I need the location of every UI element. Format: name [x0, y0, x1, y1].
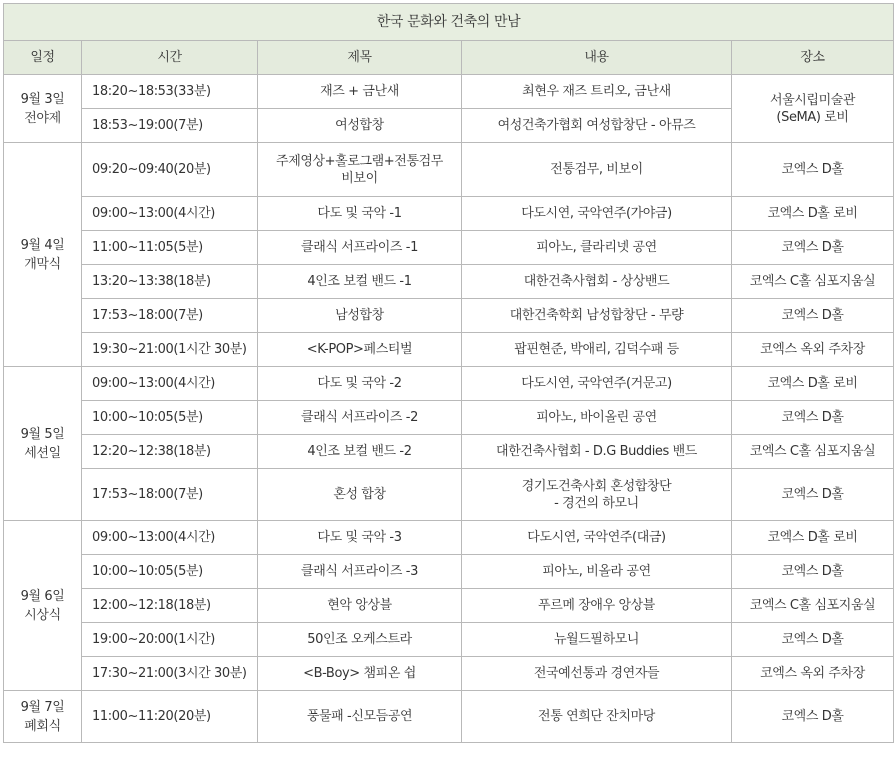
content-cell — [462, 231, 732, 265]
time-cell: 17:30~21:00(3시간 30분) — [82, 657, 258, 691]
table-row — [4, 589, 894, 623]
content-cell — [462, 657, 732, 691]
date-cell — [4, 691, 82, 743]
schedule-body — [4, 75, 894, 743]
time-cell: 09:00~13:00(4시간) — [82, 197, 258, 231]
title-cell-line: 클래식 서프라이즈 -2 — [301, 410, 418, 425]
title-cell — [258, 265, 462, 299]
time-cell: 18:20~18:53(33분) — [82, 75, 258, 109]
title-cell-line: 4인조 보컬 밴드 -1 — [307, 274, 412, 289]
time-cell: 09:20~09:40(20분) — [82, 143, 258, 197]
content-cell — [462, 521, 732, 555]
date-cell-line: 세션일 — [24, 445, 61, 461]
title-cell-line: 비보이 — [341, 170, 378, 186]
content-cell-line: - 경건의 하모니 — [554, 495, 639, 511]
time-cell: 10:00~10:05(5분) — [82, 401, 258, 435]
content-cell-line: 피아노, 바이올린 공연 — [536, 410, 657, 425]
table-row — [4, 143, 894, 197]
content-cell-line: 전통 연희단 잔치마당 — [538, 709, 655, 724]
venue-cell: 코엑스 D홀 — [732, 231, 894, 265]
content-cell-line: 피아노, 클라리넷 공연 — [536, 240, 657, 255]
title-cell-line: 다도 및 국악 -3 — [317, 530, 402, 545]
table-row — [4, 521, 894, 555]
title-cell-line: 다도 및 국악 -1 — [317, 206, 402, 221]
title-cell-line: 클래식 서프라이즈 -3 — [301, 564, 418, 579]
title-cell — [258, 691, 462, 743]
time-cell: 10:00~10:05(5분) — [82, 555, 258, 589]
date-cell-line: 폐회식 — [24, 718, 61, 734]
venue-cell: 코엑스 D홀 — [732, 469, 894, 521]
title-cell — [258, 623, 462, 657]
content-cell-line: 대한건축사협회 - 상상밴드 — [523, 274, 670, 289]
content-cell — [462, 589, 732, 623]
title-cell — [258, 469, 462, 521]
date-cell — [4, 143, 82, 367]
venue-cell-line: 서울시립미술관 — [769, 92, 856, 108]
content-cell-line: 전통검무, 비보이 — [550, 162, 643, 177]
venue-cell: 코엑스 D홀 — [732, 623, 894, 657]
content-cell — [462, 555, 732, 589]
title-cell — [258, 75, 462, 109]
title-cell-line: 50인조 오케스트라 — [307, 632, 412, 647]
title-cell-line: 여성합창 — [335, 118, 384, 133]
date-cell — [4, 75, 82, 143]
venue-cell: 코엑스 D홀 — [732, 143, 894, 197]
title-cell-line: <B-Boy> 챔피온 쉽 — [303, 666, 416, 681]
content-cell-line: 다도시연, 국악연주(대금) — [527, 530, 666, 545]
venue-cell: 코엑스 D홀 — [732, 299, 894, 333]
table-title: 한국 문화와 건축의 만남 — [4, 4, 894, 41]
date-cell — [4, 521, 82, 691]
venue-cell: 코엑스 C홀 심포지움실 — [732, 265, 894, 299]
content-cell-line: 다도시연, 국악연주(거문고) — [521, 376, 672, 391]
content-cell-line: 여성건축가협회 여성합창단 - 아뮤즈 — [497, 118, 696, 133]
venue-cell: 코엑스 D홀 — [732, 555, 894, 589]
time-cell: 09:00~13:00(4시간) — [82, 367, 258, 401]
venue-cell — [732, 75, 894, 143]
time-cell: 09:00~13:00(4시간) — [82, 521, 258, 555]
table-row — [4, 469, 894, 521]
content-cell-line: 경기도건축사회 혼성합창단 — [521, 478, 672, 494]
title-cell-line: 클래식 서프라이즈 -1 — [301, 240, 418, 255]
title-cell-line: 4인조 보컬 밴드 -2 — [307, 444, 412, 459]
time-cell: 18:53~19:00(7분) — [82, 109, 258, 143]
table-row — [4, 623, 894, 657]
title-cell — [258, 333, 462, 367]
table-row — [4, 435, 894, 469]
time-cell: 19:30~21:00(1시간 30분) — [82, 333, 258, 367]
title-cell — [258, 143, 462, 197]
venue-cell: 코엑스 옥외 주차장 — [732, 657, 894, 691]
table-row — [4, 299, 894, 333]
table-row — [4, 691, 894, 743]
title-cell-line: 남성합창 — [335, 308, 384, 323]
content-cell-line: 전국예선통과 경연자들 — [533, 666, 660, 681]
title-cell-line: 다도 및 국악 -2 — [317, 376, 402, 391]
content-cell-line: 대한건축사협회 - D.G Buddies 밴드 — [496, 444, 697, 459]
date-cell-line: 전야제 — [24, 110, 61, 126]
date-cell-line: 9월 6일 — [20, 588, 65, 604]
content-cell — [462, 469, 732, 521]
title-cell — [258, 521, 462, 555]
content-cell-line: 뉴월드필하모니 — [553, 632, 640, 647]
time-cell: 17:53~18:00(7분) — [82, 299, 258, 333]
content-cell — [462, 367, 732, 401]
venue-cell-line: (SeMA) 로비 — [776, 109, 849, 125]
title-cell-line: 풍물패 -신모듬공연 — [306, 709, 413, 724]
title-cell — [258, 555, 462, 589]
date-cell-line: 9월 7일 — [20, 699, 65, 715]
title-cell-line: 현악 앙상블 — [327, 598, 392, 613]
schedule-table — [3, 3, 894, 743]
header-venue: 장소 — [732, 41, 894, 75]
date-cell-line: 시상식 — [24, 607, 61, 623]
time-cell: 17:53~18:00(7분) — [82, 469, 258, 521]
content-cell — [462, 435, 732, 469]
content-cell — [462, 197, 732, 231]
date-cell-line: 9월 3일 — [20, 91, 65, 107]
title-cell-line: 재즈 + 금난새 — [320, 84, 399, 99]
time-cell: 12:00~12:18(18분) — [82, 589, 258, 623]
title-cell — [258, 109, 462, 143]
table-row — [4, 197, 894, 231]
venue-cell: 코엑스 옥외 주차장 — [732, 333, 894, 367]
content-cell-line: 대한건축학회 남성합창단 - 무량 — [509, 308, 684, 323]
time-cell: 13:20~13:38(18분) — [82, 265, 258, 299]
content-cell-line: 피아노, 비올라 공연 — [542, 564, 651, 579]
header-title: 제목 — [258, 41, 462, 75]
table-row — [4, 231, 894, 265]
venue-cell: 코엑스 D홀 — [732, 691, 894, 743]
title-cell — [258, 657, 462, 691]
date-cell-line: 9월 4일 — [20, 237, 65, 253]
table-row — [4, 265, 894, 299]
date-cell-line: 9월 5일 — [20, 426, 65, 442]
table-row — [4, 75, 894, 109]
title-cell — [258, 589, 462, 623]
content-cell — [462, 333, 732, 367]
table-row — [4, 657, 894, 691]
content-cell-line: 다도시연, 국악연주(가야금) — [521, 206, 672, 221]
title-cell — [258, 435, 462, 469]
table-row — [4, 555, 894, 589]
venue-cell: 코엑스 C홀 심포지움실 — [732, 435, 894, 469]
venue-cell: 코엑스 D홀 로비 — [732, 521, 894, 555]
content-cell — [462, 299, 732, 333]
time-cell: 11:00~11:05(5분) — [82, 231, 258, 265]
venue-cell: 코엑스 D홀 로비 — [732, 367, 894, 401]
content-cell — [462, 691, 732, 743]
title-cell-line: <K-POP>페스티벌 — [306, 342, 413, 357]
date-cell-line: 개막식 — [24, 256, 61, 272]
content-cell-line: 최현우 재즈 트리오, 금난새 — [522, 84, 671, 99]
content-cell — [462, 401, 732, 435]
title-cell — [258, 299, 462, 333]
venue-cell: 코엑스 D홀 — [732, 401, 894, 435]
content-cell-line: 푸르메 장애우 앙상블 — [538, 598, 655, 613]
title-cell — [258, 197, 462, 231]
header-date: 일정 — [4, 41, 82, 75]
title-cell-line: 주제영상+홀로그램+전통검무 — [276, 153, 443, 169]
time-cell: 11:00~11:20(20분) — [82, 691, 258, 743]
content-cell — [462, 109, 732, 143]
content-cell — [462, 143, 732, 197]
content-cell — [462, 265, 732, 299]
date-cell — [4, 367, 82, 521]
header-time: 시간 — [82, 41, 258, 75]
title-cell — [258, 401, 462, 435]
header-content: 내용 — [462, 41, 732, 75]
table-row — [4, 333, 894, 367]
content-cell — [462, 75, 732, 109]
content-cell — [462, 623, 732, 657]
table-row — [4, 401, 894, 435]
title-cell — [258, 231, 462, 265]
venue-cell: 코엑스 C홀 심포지움실 — [732, 589, 894, 623]
title-cell-line: 혼성 합창 — [333, 487, 386, 502]
time-cell: 12:20~12:38(18분) — [82, 435, 258, 469]
table-row — [4, 367, 894, 401]
time-cell: 19:00~20:00(1시간) — [82, 623, 258, 657]
title-cell — [258, 367, 462, 401]
content-cell-line: 팝핀현준, 박애리, 김덕수패 등 — [514, 342, 679, 357]
venue-cell: 코엑스 D홀 로비 — [732, 197, 894, 231]
